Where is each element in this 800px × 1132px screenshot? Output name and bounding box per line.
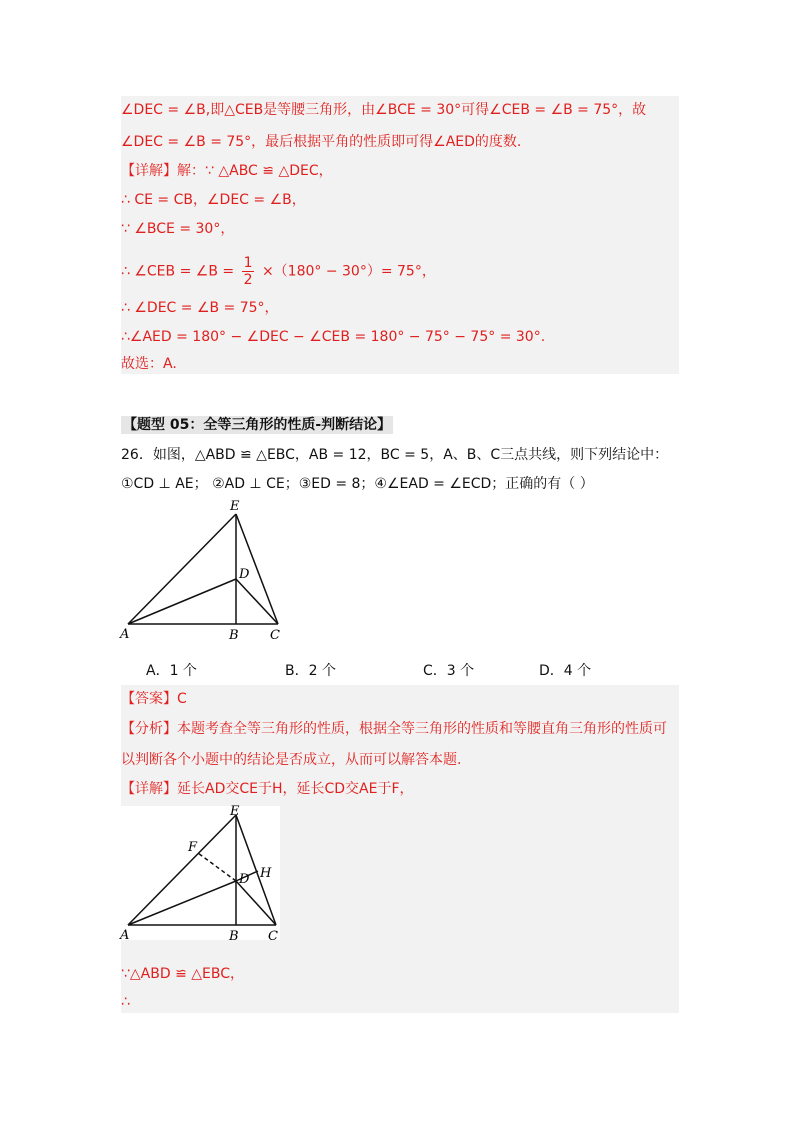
line6-pre: ∴ ∠CEB = ∠B = bbox=[121, 263, 239, 280]
solution-line-5: ∵ ∠BCE = 30°， bbox=[121, 221, 235, 237]
option-a[interactable]: A．1 个 bbox=[146, 663, 197, 679]
answer-tag: 【答案】 bbox=[121, 691, 177, 707]
question-line-1: 26．如图，△ABD ≌ △EBC，AB = 12，BC = 5，A、B、C三点共线，则下列结论中： bbox=[121, 447, 669, 463]
detail-text-2: 延长AD交CE于H，延长CD交AE于F， bbox=[177, 781, 414, 797]
label-b: B bbox=[229, 628, 239, 643]
label-d: D bbox=[239, 567, 250, 582]
label-a: A bbox=[120, 627, 130, 642]
option-d[interactable]: D．4 个 bbox=[539, 663, 592, 679]
analysis-line-1 bbox=[121, 719, 667, 739]
label-e-2: E bbox=[230, 805, 240, 819]
label-c-2: C bbox=[268, 929, 278, 944]
analysis-text-1: 本题考查全等三角形的性质，根据全等三角形的性质和等腰直角三角形的性质可 bbox=[177, 721, 667, 737]
solution-line-7: ∴ ∠DEC = ∠B = 75°， bbox=[121, 300, 279, 316]
segment-ae bbox=[128, 514, 236, 624]
analysis-tag: 【分析】 bbox=[121, 721, 177, 737]
fraction-denominator: 2 bbox=[243, 272, 253, 288]
solution-line-2: ∠DEC = ∠B = 75°，最后根据平角的性质即可得∠AED的度数. bbox=[121, 134, 522, 150]
label-e: E bbox=[230, 500, 240, 514]
detail-line-2 bbox=[121, 779, 414, 799]
label-a-2: A bbox=[120, 928, 130, 943]
segment-df-dashed bbox=[198, 853, 236, 881]
segment-ad bbox=[128, 579, 236, 624]
detail-line bbox=[121, 161, 333, 181]
analysis-line-2: 以判断各个小题中的结论是否成立，从而可以解答本题. bbox=[121, 752, 462, 768]
section-title bbox=[121, 415, 393, 435]
answer-line bbox=[121, 689, 187, 709]
segment-ad-2 bbox=[128, 881, 236, 925]
label-h: H bbox=[260, 866, 272, 881]
segment-dc-2 bbox=[236, 881, 276, 925]
detail-tag: 【详解】 bbox=[121, 163, 177, 179]
label-d-2: D bbox=[239, 872, 250, 887]
question-line-2: ①CD ⊥ AE； ②AD ⊥ CE；③ED = 8；④∠EAD = ∠ECD；正确的有（ ） bbox=[121, 476, 594, 492]
figure-2 bbox=[118, 805, 298, 947]
line6-post: ×（180° − 30°）= 75°， bbox=[261, 263, 436, 280]
answer-value: C bbox=[177, 691, 187, 707]
label-f: F bbox=[188, 840, 198, 855]
detail-tag-2: 【详解】 bbox=[121, 781, 177, 797]
label-b-2: B bbox=[229, 929, 239, 944]
solution-line-6 bbox=[121, 255, 436, 288]
segment-dc bbox=[236, 579, 278, 624]
detail-text: 解：∵ △ABC ≌ △DEC， bbox=[177, 163, 333, 179]
fraction-numerator: 1 bbox=[243, 255, 253, 271]
option-b[interactable]: B．2 个 bbox=[285, 663, 336, 679]
section-title-text: 【题型 05：全等三角形的性质-判断结论】 bbox=[123, 417, 392, 433]
therefore-line: ∴ bbox=[121, 994, 130, 1010]
because-line: ∵△ABD ≌ △EBC， bbox=[121, 966, 245, 982]
label-c: C bbox=[270, 628, 280, 643]
solution-answer: 故选：A. bbox=[121, 356, 177, 372]
figure-1 bbox=[118, 500, 298, 645]
solution-line-4: ∴ CE = CB，∠DEC = ∠B， bbox=[121, 192, 306, 208]
segment-ae-2 bbox=[128, 815, 236, 925]
option-c[interactable]: C．3 个 bbox=[423, 663, 475, 679]
solution-line-8: ∴∠AED = 180° − ∠DEC − ∠CEB = 180° − 75° − 75° = 30°. bbox=[121, 329, 546, 345]
fraction bbox=[242, 255, 255, 288]
solution-line-1: ∠DEC = ∠B,即△CEB是等腰三角形，由∠BCE = 30°可得∠CEB = ∠B = 75°，故 bbox=[121, 102, 647, 118]
